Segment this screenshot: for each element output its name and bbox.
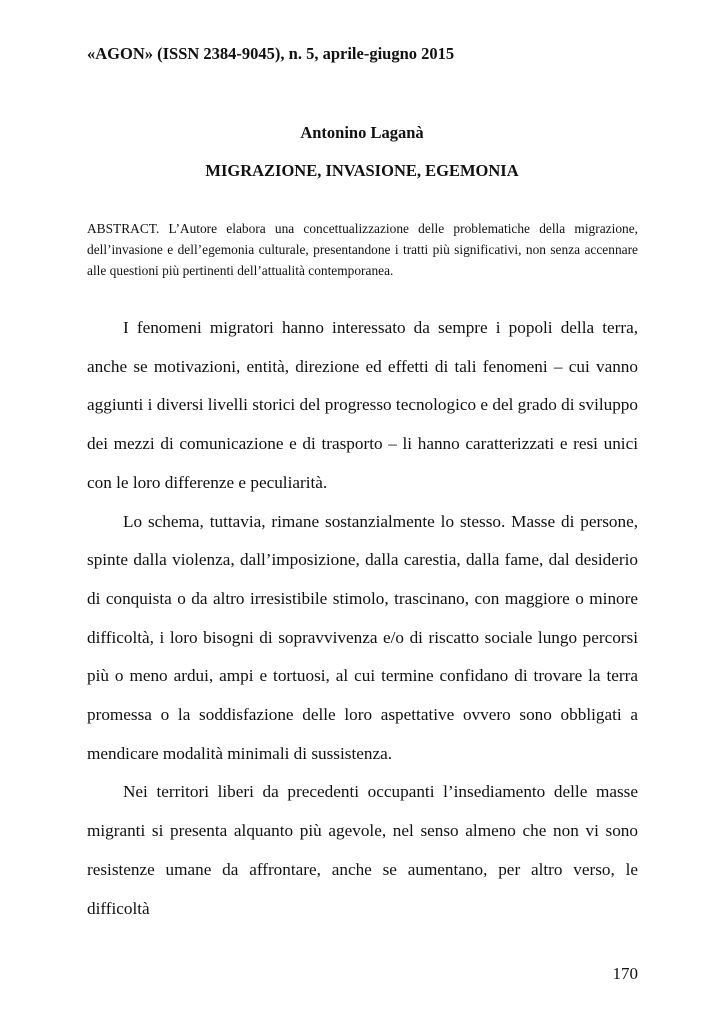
page-number: 170 [612,964,638,983]
article-abstract: ABSTRACT. L’Autore elabora una concettualizzazione delle problematiche della migrazione, dell’invasione e dell’egemonia culturale, presentandone i tratti più significativi, non senza accennare alle questioni più pertinenti dell’attualità contemporanea. [87,221,638,278]
journal-header: «AGON» (ISSN 2384-9045), n. 5, aprile-giugno 2015 [87,44,455,63]
body-paragraph-1: I fenomeni migratori hanno interessato da sempre i popoli della terra, anche se motivazioni, entità, direzione ed effetti di tali fenomeni – cui vanno aggiunti i diversi livelli storici del progresso tecnologico e del grado di sviluppo dei mezzi di comunicazione e di trasporto – li hanno caratterizzati e resi unici con le loro differenze e peculiarità. [87,318,638,492]
body-paragraph-3: Nei territori liberi da precedenti occupanti l’insediamento delle masse migranti si presenta alquanto più agevole, nel senso almeno che non vi sono resistenze umane da affrontare, anche se aumentano, per altro verso, le difficoltà [87,782,638,918]
article-body [87,309,638,928]
article-title: MIGRAZIONE, INVASIONE, EGEMONIA [205,161,519,180]
article-author: Antonino Laganà [300,123,424,142]
body-paragraph-2: Lo schema, tuttavia, rimane sostanzialmente lo stesso. Masse di persone, spinte dalla violenza, dall’imposizione, dalla carestia, dalla fame, dal desiderio di conquista o da altro irresistibile stimolo, trascinano, con maggiore o minore difficoltà, i loro bisogni di sopravvivenza e/o di riscatto sociale lungo percorsi più o meno ardui, ampi e tortuosi, al cui termine confidano di trovare la terra promessa o la soddisfazione delle loro aspettative ovvero sono obbligati a mendicare modalità minimali di sussistenza. [87,511,638,763]
